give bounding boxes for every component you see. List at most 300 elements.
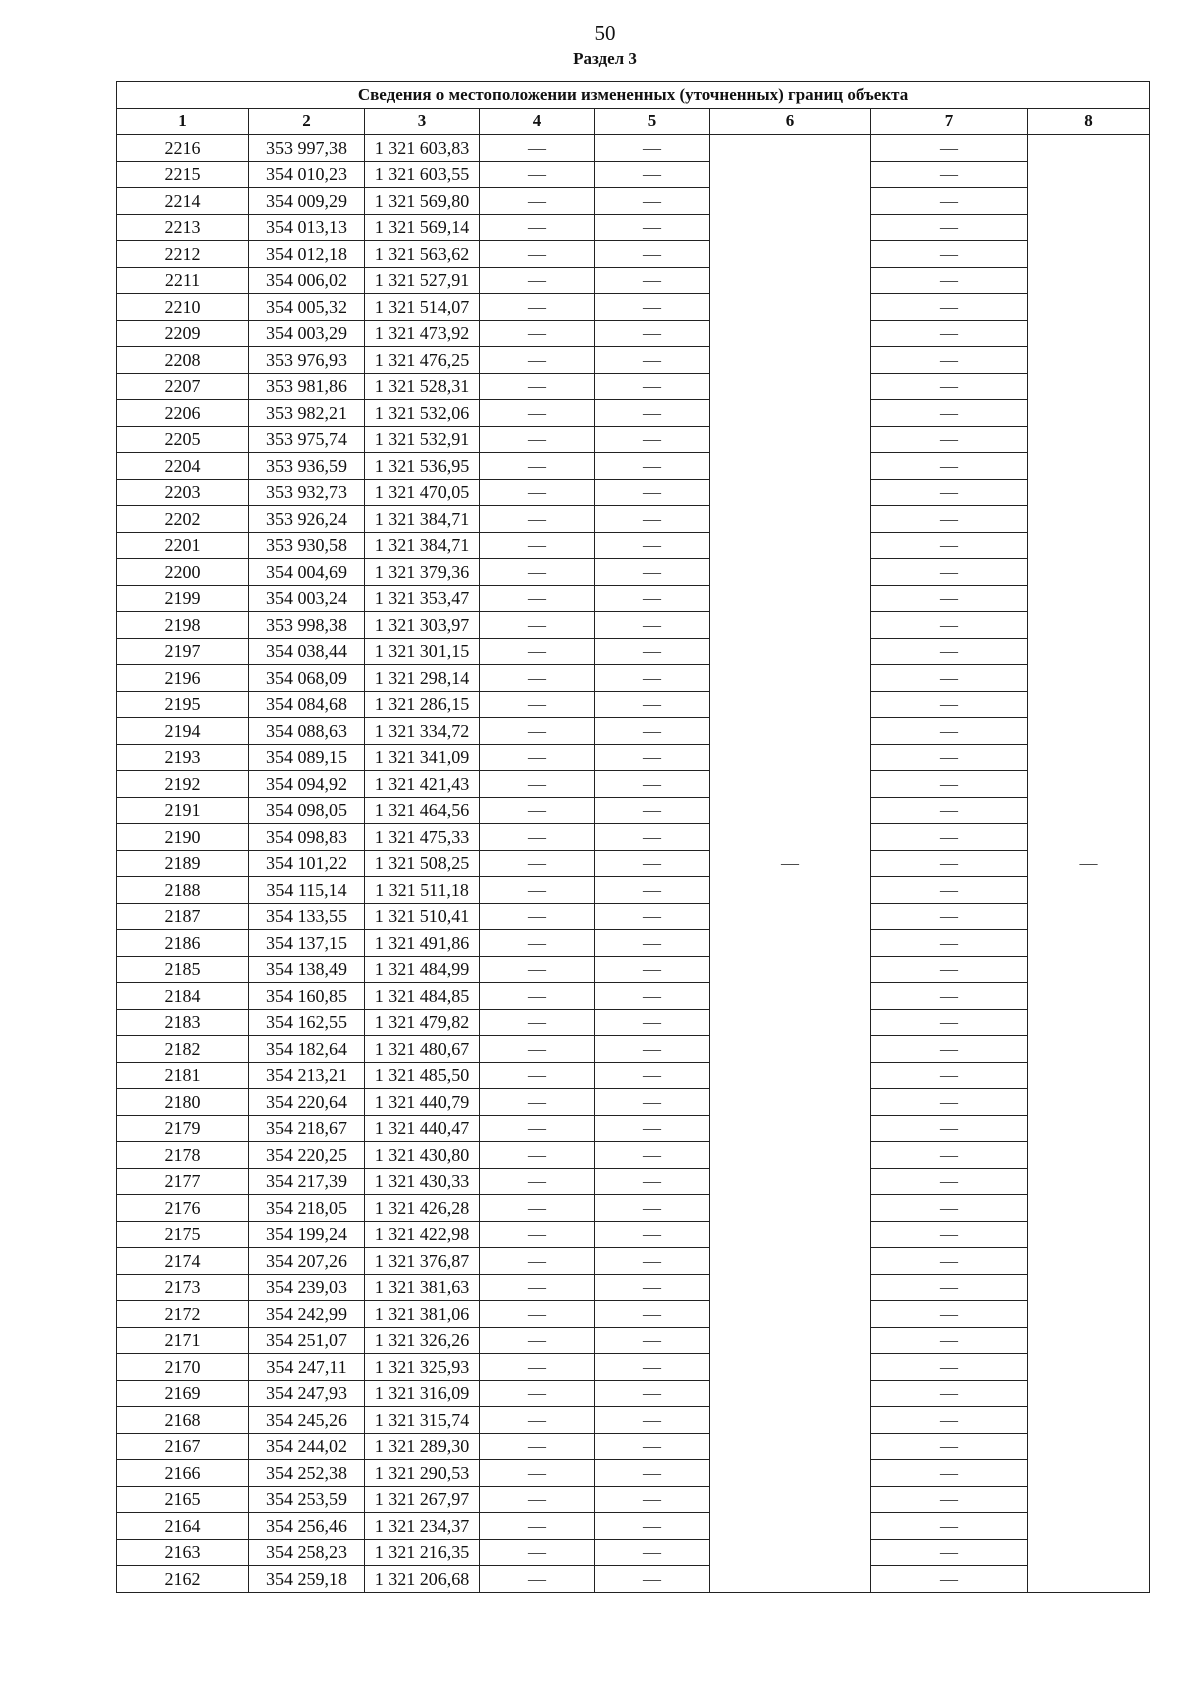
column-4-cell: — bbox=[480, 1274, 595, 1301]
x-coordinate-cell: 353 997,38 bbox=[249, 135, 365, 162]
column-4-cell: — bbox=[480, 1327, 595, 1354]
y-coordinate-cell: 1 321 510,41 bbox=[365, 903, 480, 930]
column-5-cell: — bbox=[595, 506, 710, 533]
y-coordinate-cell: 1 321 334,72 bbox=[365, 718, 480, 745]
point-number-cell: 2208 bbox=[117, 347, 249, 374]
table-row bbox=[117, 718, 1150, 745]
column-7-cell: — bbox=[871, 1274, 1028, 1301]
column-4-cell: — bbox=[480, 453, 595, 480]
column-5-cell: — bbox=[595, 1115, 710, 1142]
column-4-cell: — bbox=[480, 1566, 595, 1593]
column-4-cell: — bbox=[480, 1036, 595, 1063]
y-coordinate-cell: 1 321 289,30 bbox=[365, 1433, 480, 1460]
y-coordinate-cell: 1 321 514,07 bbox=[365, 294, 480, 321]
x-coordinate-cell: 354 094,92 bbox=[249, 771, 365, 798]
column-4-cell: — bbox=[480, 135, 595, 162]
table-row bbox=[117, 1036, 1150, 1063]
column-4-cell: — bbox=[480, 850, 595, 877]
column-5-cell: — bbox=[595, 1301, 710, 1328]
table-row bbox=[117, 135, 1150, 162]
column-5-cell: — bbox=[595, 983, 710, 1010]
table-row bbox=[117, 1115, 1150, 1142]
y-coordinate-cell: 1 321 569,80 bbox=[365, 188, 480, 215]
column-5-cell: — bbox=[595, 267, 710, 294]
y-coordinate-cell: 1 321 353,47 bbox=[365, 585, 480, 612]
column-7-cell: — bbox=[871, 744, 1028, 771]
table-row bbox=[117, 797, 1150, 824]
column-5-cell: — bbox=[595, 1221, 710, 1248]
point-number-cell: 2209 bbox=[117, 320, 249, 347]
y-coordinate-cell: 1 321 479,82 bbox=[365, 1009, 480, 1036]
column-7-cell: — bbox=[871, 188, 1028, 215]
column-5-cell: — bbox=[595, 1354, 710, 1381]
y-coordinate-cell: 1 321 234,37 bbox=[365, 1513, 480, 1540]
column-4-cell: — bbox=[480, 1115, 595, 1142]
column-5-cell: — bbox=[595, 1513, 710, 1540]
y-coordinate-cell: 1 321 563,62 bbox=[365, 241, 480, 268]
y-coordinate-cell: 1 321 484,85 bbox=[365, 983, 480, 1010]
column-7-cell: — bbox=[871, 850, 1028, 877]
column-4-cell: — bbox=[480, 426, 595, 453]
table-row bbox=[117, 188, 1150, 215]
point-number-cell: 2180 bbox=[117, 1089, 249, 1116]
column-4-cell: — bbox=[480, 267, 595, 294]
column-4-cell: — bbox=[480, 930, 595, 957]
point-number-cell: 2192 bbox=[117, 771, 249, 798]
x-coordinate-cell: 354 010,23 bbox=[249, 161, 365, 188]
table-row bbox=[117, 320, 1150, 347]
column-5-cell: — bbox=[595, 1009, 710, 1036]
table-row bbox=[117, 267, 1150, 294]
point-number-cell: 2201 bbox=[117, 532, 249, 559]
point-number-cell: 2179 bbox=[117, 1115, 249, 1142]
column-4-cell: — bbox=[480, 1168, 595, 1195]
point-number-cell: 2181 bbox=[117, 1062, 249, 1089]
table-row bbox=[117, 532, 1150, 559]
table-row bbox=[117, 1354, 1150, 1381]
table-row bbox=[117, 506, 1150, 533]
column-4-cell: — bbox=[480, 797, 595, 824]
table-row bbox=[117, 161, 1150, 188]
column-4-cell: — bbox=[480, 1301, 595, 1328]
point-number-cell: 2200 bbox=[117, 559, 249, 586]
column-7-cell: — bbox=[871, 903, 1028, 930]
y-coordinate-cell: 1 321 206,68 bbox=[365, 1566, 480, 1593]
point-number-cell: 2174 bbox=[117, 1248, 249, 1275]
column-4-cell: — bbox=[480, 744, 595, 771]
x-coordinate-cell: 354 252,38 bbox=[249, 1460, 365, 1487]
table-row bbox=[117, 612, 1150, 639]
point-number-cell: 2212 bbox=[117, 241, 249, 268]
point-number-cell: 2187 bbox=[117, 903, 249, 930]
point-number-cell: 2216 bbox=[117, 135, 249, 162]
point-number-cell: 2194 bbox=[117, 718, 249, 745]
x-coordinate-cell: 354 220,64 bbox=[249, 1089, 365, 1116]
column-5-cell: — bbox=[595, 877, 710, 904]
table-row bbox=[117, 1221, 1150, 1248]
column-4-cell: — bbox=[480, 559, 595, 586]
point-number-cell: 2197 bbox=[117, 638, 249, 665]
y-coordinate-cell: 1 321 341,09 bbox=[365, 744, 480, 771]
x-coordinate-cell: 354 012,18 bbox=[249, 241, 365, 268]
point-number-cell: 2186 bbox=[117, 930, 249, 957]
section-title: Раздел 3 bbox=[573, 49, 637, 68]
table-row bbox=[117, 1195, 1150, 1222]
column-5-cell: — bbox=[595, 400, 710, 427]
column-5-cell: — bbox=[595, 559, 710, 586]
y-coordinate-cell: 1 321 303,97 bbox=[365, 612, 480, 639]
column-7-cell: — bbox=[871, 771, 1028, 798]
column-5-cell: — bbox=[595, 638, 710, 665]
table-row bbox=[117, 1539, 1150, 1566]
column-5-cell: — bbox=[595, 1380, 710, 1407]
table-row bbox=[117, 691, 1150, 718]
column-4-cell: — bbox=[480, 1248, 595, 1275]
column-5-cell: — bbox=[595, 1486, 710, 1513]
column-5-cell: — bbox=[595, 1062, 710, 1089]
y-coordinate-cell: 1 321 508,25 bbox=[365, 850, 480, 877]
table-row bbox=[117, 426, 1150, 453]
column-7-cell: — bbox=[871, 479, 1028, 506]
point-number-cell: 2178 bbox=[117, 1142, 249, 1169]
x-coordinate-cell: 354 218,67 bbox=[249, 1115, 365, 1142]
column-4-cell: — bbox=[480, 691, 595, 718]
point-number-cell: 2169 bbox=[117, 1380, 249, 1407]
x-coordinate-cell: 353 998,38 bbox=[249, 612, 365, 639]
column-7-cell: — bbox=[871, 877, 1028, 904]
column-4-cell: — bbox=[480, 956, 595, 983]
column-4-cell: — bbox=[480, 1486, 595, 1513]
column-5-cell: — bbox=[595, 744, 710, 771]
column-4-cell: — bbox=[480, 665, 595, 692]
x-coordinate-cell: 354 084,68 bbox=[249, 691, 365, 718]
column-5-cell: — bbox=[595, 1327, 710, 1354]
column-header-2: 2 bbox=[249, 108, 365, 135]
y-coordinate-cell: 1 321 286,15 bbox=[365, 691, 480, 718]
column-7-cell: — bbox=[871, 956, 1028, 983]
column-4-cell: — bbox=[480, 1460, 595, 1487]
table-row bbox=[117, 1380, 1150, 1407]
column-4-cell: — bbox=[480, 188, 595, 215]
table-row bbox=[117, 1274, 1150, 1301]
x-coordinate-cell: 353 982,21 bbox=[249, 400, 365, 427]
table-row bbox=[117, 1407, 1150, 1434]
x-coordinate-cell: 354 245,26 bbox=[249, 1407, 365, 1434]
table-row bbox=[117, 1433, 1150, 1460]
y-coordinate-cell: 1 321 532,06 bbox=[365, 400, 480, 427]
point-number-cell: 2193 bbox=[117, 744, 249, 771]
point-number-cell: 2214 bbox=[117, 188, 249, 215]
column-7-cell: — bbox=[871, 267, 1028, 294]
point-number-cell: 2205 bbox=[117, 426, 249, 453]
y-coordinate-cell: 1 321 384,71 bbox=[365, 506, 480, 533]
table-row bbox=[117, 771, 1150, 798]
column-5-cell: — bbox=[595, 294, 710, 321]
column-4-cell: — bbox=[480, 294, 595, 321]
table-row bbox=[117, 214, 1150, 241]
y-coordinate-cell: 1 321 603,55 bbox=[365, 161, 480, 188]
y-coordinate-cell: 1 321 315,74 bbox=[365, 1407, 480, 1434]
column-7-cell: — bbox=[871, 1407, 1028, 1434]
column-7-cell: — bbox=[871, 347, 1028, 374]
column-7-cell: — bbox=[871, 797, 1028, 824]
x-coordinate-cell: 353 981,86 bbox=[249, 373, 365, 400]
point-number-cell: 2167 bbox=[117, 1433, 249, 1460]
point-number-cell: 2189 bbox=[117, 850, 249, 877]
x-coordinate-cell: 354 217,39 bbox=[249, 1168, 365, 1195]
x-coordinate-cell: 354 244,02 bbox=[249, 1433, 365, 1460]
x-coordinate-cell: 354 160,85 bbox=[249, 983, 365, 1010]
table-row bbox=[117, 850, 1150, 877]
x-coordinate-cell: 354 137,15 bbox=[249, 930, 365, 957]
column-header-7: 7 bbox=[871, 108, 1028, 135]
column-5-cell: — bbox=[595, 1142, 710, 1169]
x-coordinate-cell: 354 009,29 bbox=[249, 188, 365, 215]
column-7-cell: — bbox=[871, 1354, 1028, 1381]
column-header-8: 8 bbox=[1028, 108, 1150, 135]
column-5-cell: — bbox=[595, 1274, 710, 1301]
column-6-merged-cell: — bbox=[710, 135, 871, 1593]
column-4-cell: — bbox=[480, 1221, 595, 1248]
table-caption: Сведения о местоположении измененных (уточненных) границ объекта bbox=[117, 82, 1150, 109]
x-coordinate-cell: 354 218,05 bbox=[249, 1195, 365, 1222]
column-5-cell: — bbox=[595, 1460, 710, 1487]
point-number-cell: 2204 bbox=[117, 453, 249, 480]
x-coordinate-cell: 354 256,46 bbox=[249, 1513, 365, 1540]
coordinates-table bbox=[116, 81, 1150, 1593]
column-4-cell: — bbox=[480, 1380, 595, 1407]
point-number-cell: 2170 bbox=[117, 1354, 249, 1381]
column-7-cell: — bbox=[871, 241, 1028, 268]
point-number-cell: 2183 bbox=[117, 1009, 249, 1036]
column-4-cell: — bbox=[480, 241, 595, 268]
column-5-cell: — bbox=[595, 850, 710, 877]
column-4-cell: — bbox=[480, 373, 595, 400]
column-4-cell: — bbox=[480, 1062, 595, 1089]
table-row bbox=[117, 1142, 1150, 1169]
x-coordinate-cell: 354 207,26 bbox=[249, 1248, 365, 1275]
y-coordinate-cell: 1 321 422,98 bbox=[365, 1221, 480, 1248]
y-coordinate-cell: 1 321 532,91 bbox=[365, 426, 480, 453]
y-coordinate-cell: 1 321 430,80 bbox=[365, 1142, 480, 1169]
column-4-cell: — bbox=[480, 1142, 595, 1169]
y-coordinate-cell: 1 321 473,92 bbox=[365, 320, 480, 347]
point-number-cell: 2182 bbox=[117, 1036, 249, 1063]
column-7-cell: — bbox=[871, 1089, 1028, 1116]
table-row bbox=[117, 559, 1150, 586]
y-coordinate-cell: 1 321 569,14 bbox=[365, 214, 480, 241]
column-7-cell: — bbox=[871, 1433, 1028, 1460]
y-coordinate-cell: 1 321 491,86 bbox=[365, 930, 480, 957]
column-4-cell: — bbox=[480, 1089, 595, 1116]
y-coordinate-cell: 1 321 325,93 bbox=[365, 1354, 480, 1381]
table-row bbox=[117, 1248, 1150, 1275]
column-4-cell: — bbox=[480, 877, 595, 904]
column-5-cell: — bbox=[595, 135, 710, 162]
column-4-cell: — bbox=[480, 506, 595, 533]
point-number-cell: 2198 bbox=[117, 612, 249, 639]
point-number-cell: 2203 bbox=[117, 479, 249, 506]
table-row bbox=[117, 903, 1150, 930]
column-5-cell: — bbox=[595, 320, 710, 347]
column-5-cell: — bbox=[595, 956, 710, 983]
column-header-1: 1 bbox=[117, 108, 249, 135]
column-5-cell: — bbox=[595, 347, 710, 374]
point-number-cell: 2196 bbox=[117, 665, 249, 692]
column-5-cell: — bbox=[595, 612, 710, 639]
table-row bbox=[117, 1513, 1150, 1540]
column-5-cell: — bbox=[595, 665, 710, 692]
column-4-cell: — bbox=[480, 1433, 595, 1460]
y-coordinate-cell: 1 321 376,87 bbox=[365, 1248, 480, 1275]
y-coordinate-cell: 1 321 379,36 bbox=[365, 559, 480, 586]
column-5-cell: — bbox=[595, 1566, 710, 1593]
point-number-cell: 2164 bbox=[117, 1513, 249, 1540]
column-7-cell: — bbox=[871, 824, 1028, 851]
x-coordinate-cell: 353 930,58 bbox=[249, 532, 365, 559]
column-5-cell: — bbox=[595, 1433, 710, 1460]
x-coordinate-cell: 354 068,09 bbox=[249, 665, 365, 692]
point-number-cell: 2191 bbox=[117, 797, 249, 824]
column-4-cell: — bbox=[480, 771, 595, 798]
point-number-cell: 2171 bbox=[117, 1327, 249, 1354]
table-row bbox=[117, 479, 1150, 506]
point-number-cell: 2184 bbox=[117, 983, 249, 1010]
column-5-cell: — bbox=[595, 691, 710, 718]
column-5-cell: — bbox=[595, 161, 710, 188]
column-7-cell: — bbox=[871, 320, 1028, 347]
table-row bbox=[117, 1566, 1150, 1593]
point-number-cell: 2211 bbox=[117, 267, 249, 294]
y-coordinate-cell: 1 321 480,67 bbox=[365, 1036, 480, 1063]
column-5-cell: — bbox=[595, 453, 710, 480]
y-coordinate-cell: 1 321 475,33 bbox=[365, 824, 480, 851]
x-coordinate-cell: 354 089,15 bbox=[249, 744, 365, 771]
column-7-cell: — bbox=[871, 691, 1028, 718]
table-row bbox=[117, 294, 1150, 321]
table-row bbox=[117, 638, 1150, 665]
column-7-cell: — bbox=[871, 585, 1028, 612]
column-4-cell: — bbox=[480, 1195, 595, 1222]
x-coordinate-cell: 354 088,63 bbox=[249, 718, 365, 745]
y-coordinate-cell: 1 321 316,09 bbox=[365, 1380, 480, 1407]
column-4-cell: — bbox=[480, 1513, 595, 1540]
column-5-cell: — bbox=[595, 903, 710, 930]
x-coordinate-cell: 354 003,29 bbox=[249, 320, 365, 347]
y-coordinate-cell: 1 321 290,53 bbox=[365, 1460, 480, 1487]
column-header-5: 5 bbox=[595, 108, 710, 135]
column-5-cell: — bbox=[595, 1089, 710, 1116]
y-coordinate-cell: 1 321 267,97 bbox=[365, 1486, 480, 1513]
y-coordinate-cell: 1 321 326,26 bbox=[365, 1327, 480, 1354]
column-4-cell: — bbox=[480, 824, 595, 851]
column-5-cell: — bbox=[595, 824, 710, 851]
x-coordinate-cell: 353 975,74 bbox=[249, 426, 365, 453]
x-coordinate-cell: 354 182,64 bbox=[249, 1036, 365, 1063]
y-coordinate-cell: 1 321 384,71 bbox=[365, 532, 480, 559]
y-coordinate-cell: 1 321 381,06 bbox=[365, 1301, 480, 1328]
column-header-3: 3 bbox=[365, 108, 480, 135]
y-coordinate-cell: 1 321 421,43 bbox=[365, 771, 480, 798]
column-7-cell: — bbox=[871, 638, 1028, 665]
x-coordinate-cell: 354 242,99 bbox=[249, 1301, 365, 1328]
table-row bbox=[117, 400, 1150, 427]
x-coordinate-cell: 354 239,03 bbox=[249, 1274, 365, 1301]
table-row bbox=[117, 585, 1150, 612]
column-7-cell: — bbox=[871, 718, 1028, 745]
column-4-cell: — bbox=[480, 214, 595, 241]
column-7-cell: — bbox=[871, 665, 1028, 692]
column-4-cell: — bbox=[480, 638, 595, 665]
table-row bbox=[117, 347, 1150, 374]
x-coordinate-cell: 354 003,24 bbox=[249, 585, 365, 612]
x-coordinate-cell: 354 098,83 bbox=[249, 824, 365, 851]
column-4-cell: — bbox=[480, 1354, 595, 1381]
column-7-cell: — bbox=[871, 612, 1028, 639]
column-7-cell: — bbox=[871, 294, 1028, 321]
y-coordinate-cell: 1 321 216,35 bbox=[365, 1539, 480, 1566]
table-row bbox=[117, 1009, 1150, 1036]
column-header-6: 6 bbox=[710, 108, 871, 135]
y-coordinate-cell: 1 321 301,15 bbox=[365, 638, 480, 665]
column-7-cell: — bbox=[871, 1009, 1028, 1036]
column-4-cell: — bbox=[480, 718, 595, 745]
table-row bbox=[117, 1460, 1150, 1487]
table-row bbox=[117, 1327, 1150, 1354]
column-5-cell: — bbox=[595, 930, 710, 957]
y-coordinate-cell: 1 321 298,14 bbox=[365, 665, 480, 692]
table-row bbox=[117, 877, 1150, 904]
point-number-cell: 2185 bbox=[117, 956, 249, 983]
column-7-cell: — bbox=[871, 532, 1028, 559]
x-coordinate-cell: 354 213,21 bbox=[249, 1062, 365, 1089]
point-number-cell: 2213 bbox=[117, 214, 249, 241]
table-row bbox=[117, 930, 1150, 957]
point-number-cell: 2188 bbox=[117, 877, 249, 904]
point-number-cell: 2206 bbox=[117, 400, 249, 427]
table-row bbox=[117, 373, 1150, 400]
point-number-cell: 2195 bbox=[117, 691, 249, 718]
y-coordinate-cell: 1 321 528,31 bbox=[365, 373, 480, 400]
column-5-cell: — bbox=[595, 1036, 710, 1063]
x-coordinate-cell: 354 133,55 bbox=[249, 903, 365, 930]
column-7-cell: — bbox=[871, 506, 1028, 533]
x-coordinate-cell: 354 247,11 bbox=[249, 1354, 365, 1381]
column-5-cell: — bbox=[595, 797, 710, 824]
point-number-cell: 2162 bbox=[117, 1566, 249, 1593]
x-coordinate-cell: 354 247,93 bbox=[249, 1380, 365, 1407]
point-number-cell: 2176 bbox=[117, 1195, 249, 1222]
x-coordinate-cell: 353 976,93 bbox=[249, 347, 365, 374]
column-7-cell: — bbox=[871, 559, 1028, 586]
column-7-cell: — bbox=[871, 1036, 1028, 1063]
column-header-row bbox=[117, 108, 1150, 135]
column-7-cell: — bbox=[871, 135, 1028, 162]
column-7-cell: — bbox=[871, 1301, 1028, 1328]
column-7-cell: — bbox=[871, 1248, 1028, 1275]
column-7-cell: — bbox=[871, 930, 1028, 957]
column-5-cell: — bbox=[595, 1195, 710, 1222]
column-7-cell: — bbox=[871, 1380, 1028, 1407]
x-coordinate-cell: 354 199,24 bbox=[249, 1221, 365, 1248]
point-number-cell: 2215 bbox=[117, 161, 249, 188]
column-5-cell: — bbox=[595, 373, 710, 400]
y-coordinate-cell: 1 321 430,33 bbox=[365, 1168, 480, 1195]
y-coordinate-cell: 1 321 527,91 bbox=[365, 267, 480, 294]
column-header-4: 4 bbox=[480, 108, 595, 135]
table-row bbox=[117, 1089, 1150, 1116]
y-coordinate-cell: 1 321 536,95 bbox=[365, 453, 480, 480]
